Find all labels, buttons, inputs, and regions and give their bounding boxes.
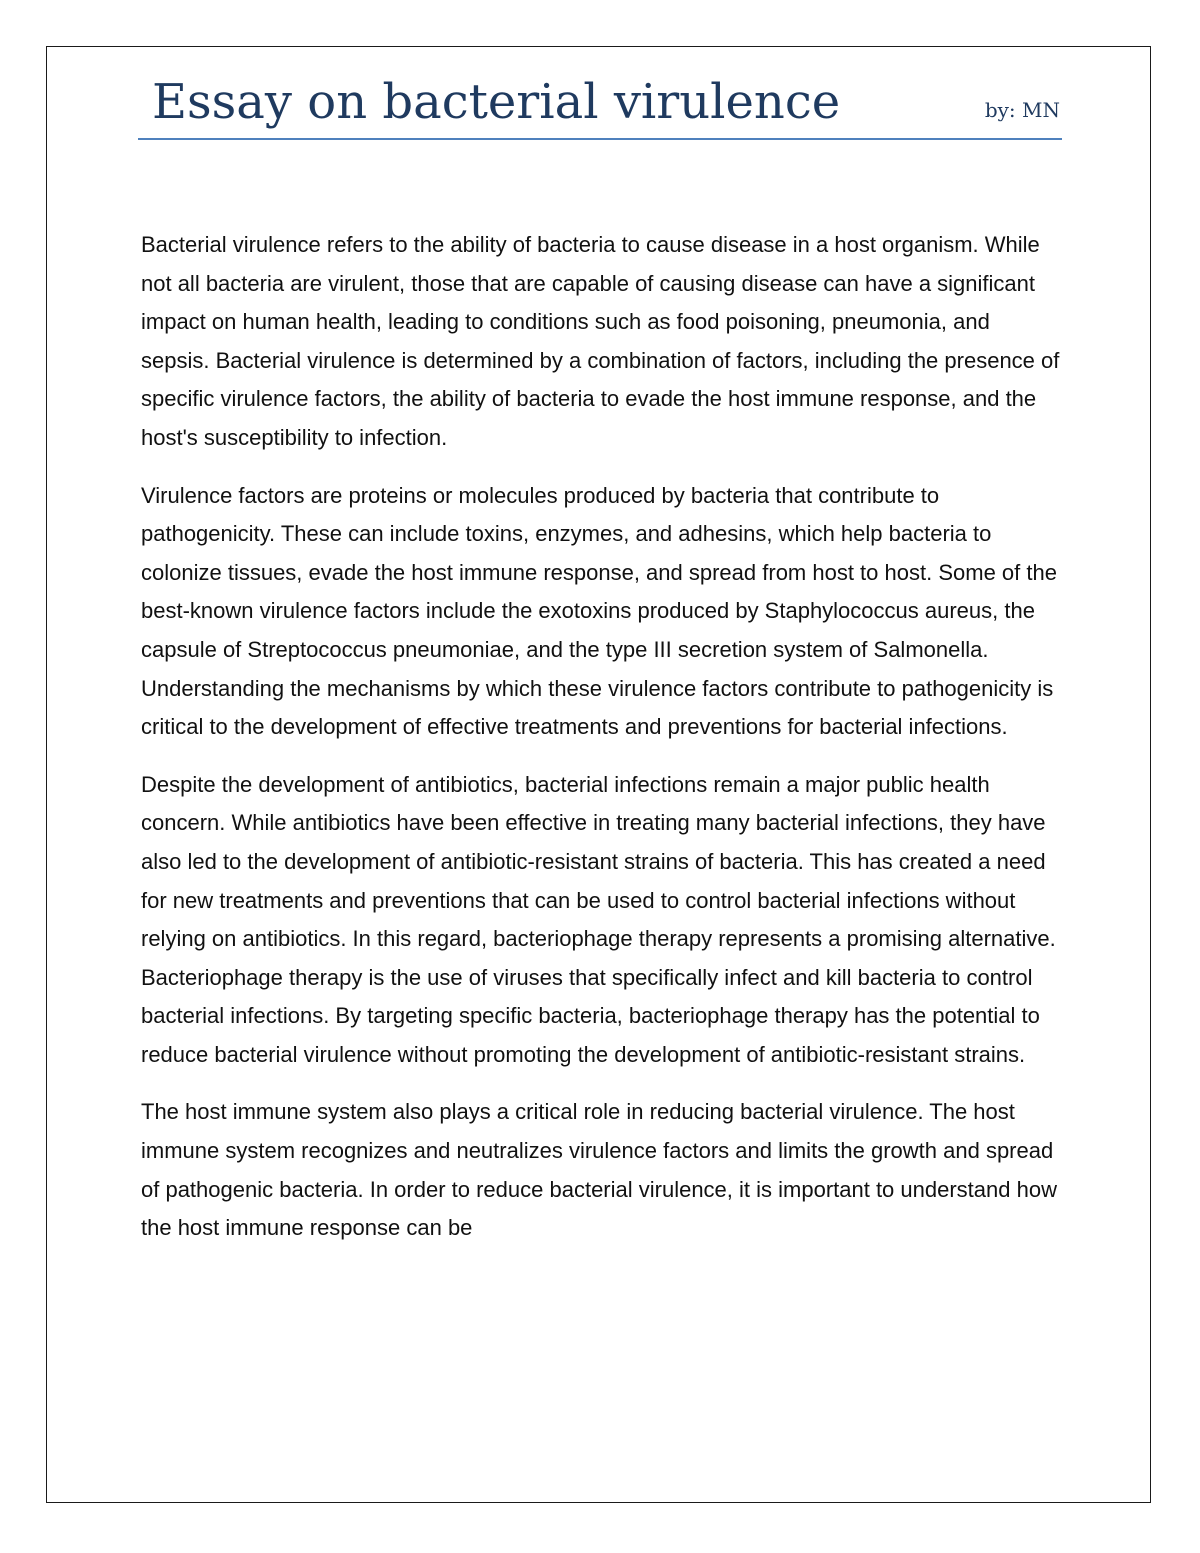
paragraph-4: The host immune system also plays a critical role in reducing bacterial virulence. The host immune system recognizes and neutralizes virulence factors and limits the growth and spread of pathogenic bacteria. In order to reduce bacterial virulence, it is important to understand how the host immune response can be [141, 1099, 1057, 1241]
paragraph-2: Virulence factors are proteins or molecules produced by bacteria that contribute to pathogenicity. These can include toxins, enzymes, and adhesins, which help bacteria to colonize tissues, evade the host immune response, and spread from host to host. Some of the best-known virulence factors include the exotoxins produced by Staphylococcus aureus, the capsule of Streptococcus pneumoniae, and the type III secretion system of Salmonella. Understanding the mechanisms by which these virulence factors contribute to pathogenicity is critical to the development of effective treatments and preventions for bacterial infections. [141, 482, 1057, 740]
author-byline: by: MN [984, 98, 1060, 122]
title-divider [138, 138, 1062, 140]
paragraph-3: Despite the development of antibiotics, bacterial infections remain a major public health concern. While antibiotics have been effective in treating many bacterial infections, they have also led to the development of antibiotic-resistant strains of bacteria. This has created a need for new treatments and preventions that can be used to control bacterial infections without relying on antibiotics. In this regard, bacteriophage therapy represents a promising alternative. Bacteriophage therapy is the use of viruses that specifically infect and kill bacteria to control bacterial infections. By targeting specific bacteria, bacteriophage therapy has the potential to reduce bacterial virulence without promoting the development of antibiotic-resistant strains. [141, 771, 1056, 1067]
document-title: Essay on bacterial virulence [152, 74, 841, 130]
paragraph-1: Bacterial virulence refers to the ability of bacteria to cause disease in a host organism. While not all bacteria are virulent, those that are capable of causing disease can have a significant impact on human health, leading to conditions such as food poisoning, pneumonia, and sepsis. Bacterial virulence is determined by a combination of factors, including the presence of specific virulence factors, the ability of bacteria to evade the host immune response, and the host's susceptibility to infection. [141, 232, 1060, 450]
essay-body [141, 226, 1061, 1267]
